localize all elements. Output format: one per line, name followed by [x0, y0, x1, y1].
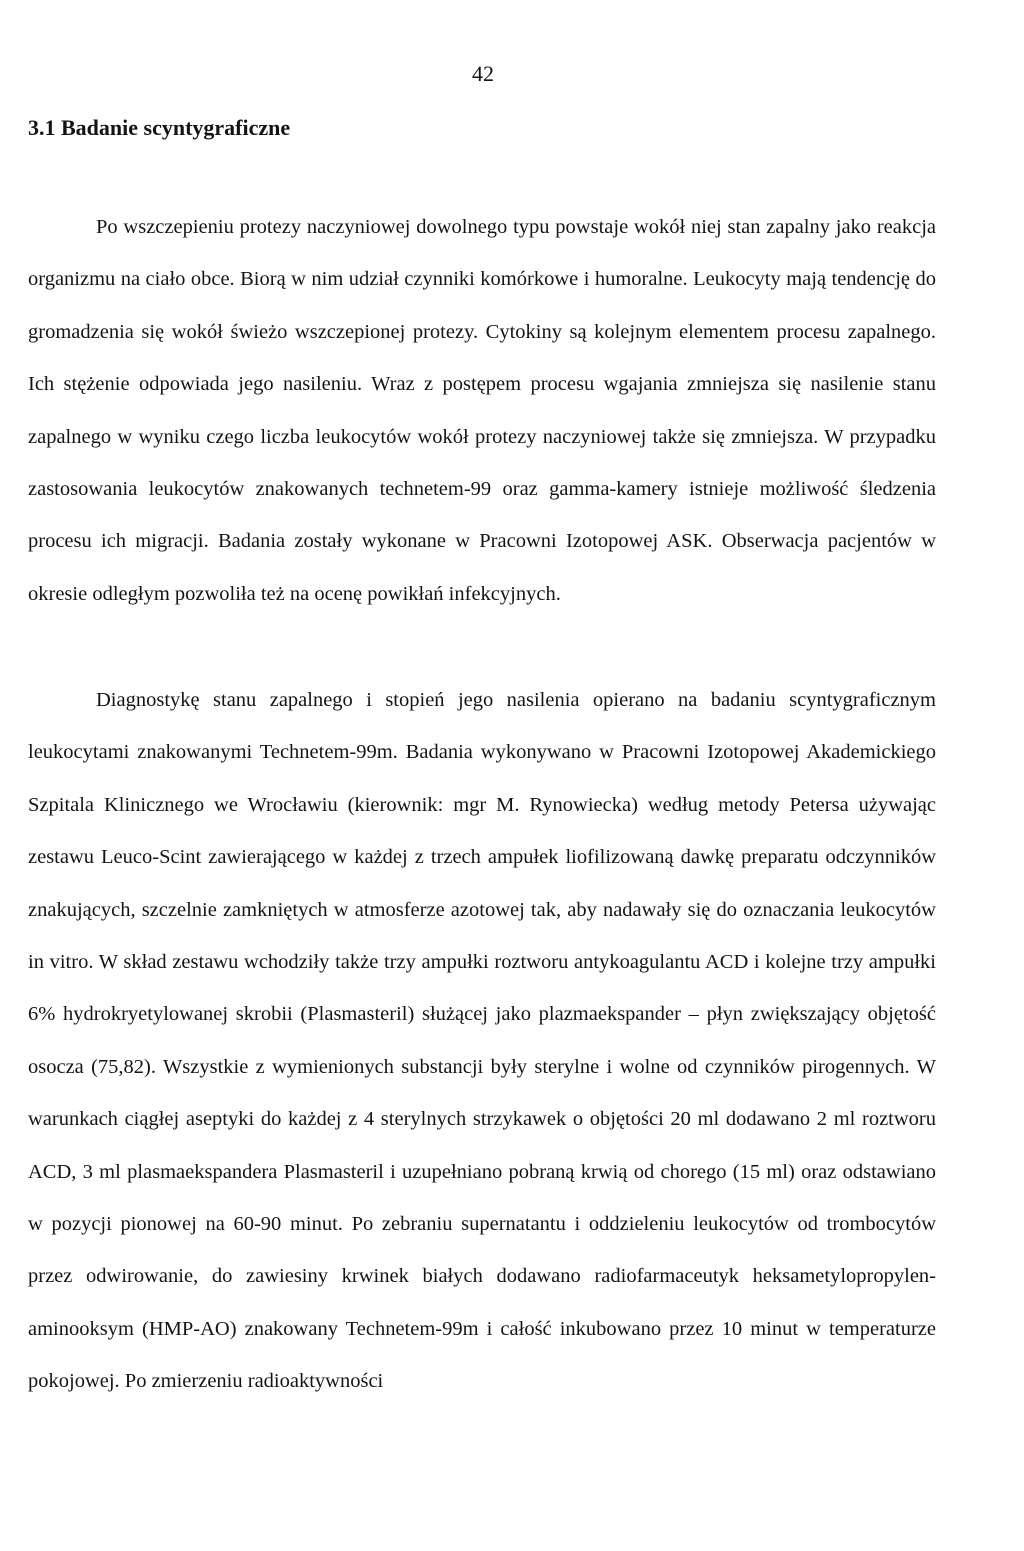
paragraph-inflammation-overview: Po wszczepieniu protezy naczyniowej dowolnego typu powstaje wokół niej stan zapalny jako reakcja organizmu na ciało obce. Biorą w nim udział czynniki komórkowe i humoralne. Leukocyty mają tendencję do gromadzenia się wokół świeżo wszczepionej protezy. Cytokiny są kolejnym elementem procesu zapalnego. Ich stężenie odpowiada jego nasileniu. Wraz z postępem procesu wgajania zmniejsza się nasilenie stanu zapalnego w wyniku czego liczba leukocytów wokół protezy naczyniowej także się zmniejsza. W przypadku zastosowania leukocytów znakowanych technetem-99 oraz gamma-kamery istnieje możliwość śledzenia procesu ich migracji. Badania zostały wykonane w Pracowni Izotopowej ASK. Obserwacja pacjentów w okresie odległym pozwoliła też na ocenę powikłań infekcyjnych. — [28, 216, 936, 605]
section-heading: 3.1 Badanie scyntygraficzne — [28, 115, 291, 140]
paragraph-scintigraphy-method: Diagnostykę stanu zapalnego i stopień jego nasilenia opierano na badaniu scyntygraficznym leukocytami znakowanymi Technetem-99m. Badania wykonywano w Pracowni Izotopowej Akademickiego Szpitala Klinicznego we Wrocławiu (kierownik: mgr M. Rynowiecka) według metody Petersa używając zestawu Leuco-Scint zawierającego w każdej z trzech ampułek liofilizowaną dawkę preparatu odczynników znakujących, szczelnie zamkniętych w atmosferze azotowej tak, aby nadawały się do oznaczania leukocytów in vitro. W skład zestawu wchodziły także trzy ampułki roztworu antykoagulantu ACD i kolejne trzy ampułki 6% hydrokryetylowanej skrobii (Plasmasteril) służącej jako plazmaekspander – płyn zwiększający objętość osocza (75,82). Wszystkie z wymienionych substancji były sterylne i wolne od czynników pirogennych. W warunkach ciągłej aseptyki do każdej z 4 sterylnych strzykawek o objętości 20 ml dodawano 2 ml roztworu ACD, 3 ml plasmaekspandera Plasmasteril i uzupełniano pobraną krwią od chorego (15 ml) oraz odstawiano w pozycji pionowej na 60-90 minut. Po zebraniu supernatantu i oddzieleniu leukocytów od trombocytów przez odwirowanie, do zawiesiny krwinek białych dodawano radiofarmaceutyk heksametylopropylen-aminooksym (HMP-AO) znakowany Technetem-99m i całość inkubowano przez 10 minut w temperaturze pokojowej. Po zmierzeniu radioaktywności — [28, 689, 936, 1393]
page-number: 42 — [472, 61, 494, 86]
